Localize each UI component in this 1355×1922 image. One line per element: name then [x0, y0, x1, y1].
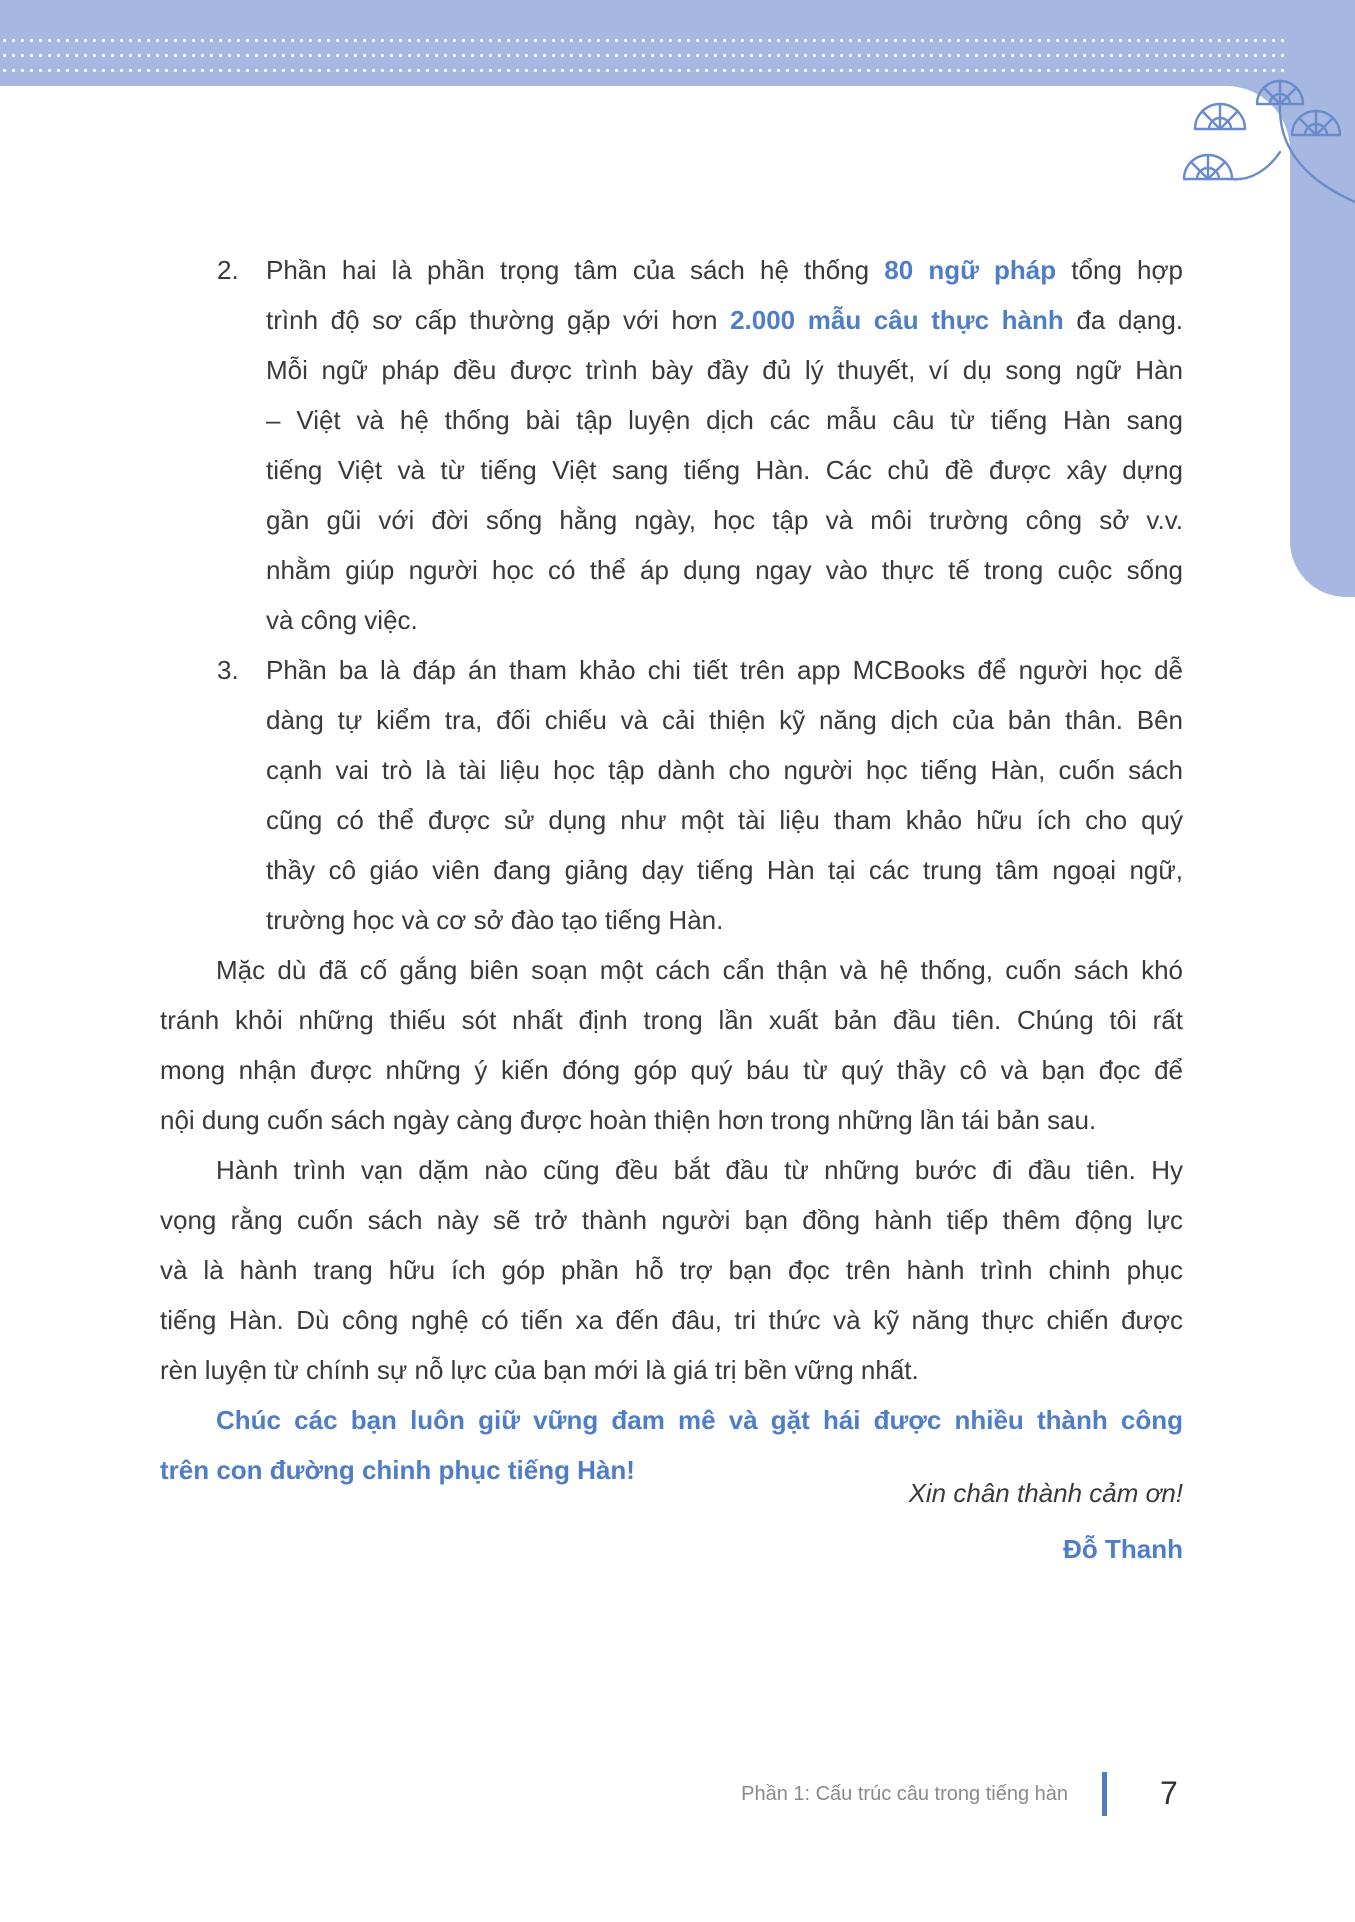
text-line: và là hành trang hữu ích góp phần hỗ trợ bạn đọc trên hành trình chinh phục [160, 1255, 1183, 1285]
page-number: 7 [1160, 1775, 1178, 1811]
list-number: 3. [217, 655, 239, 685]
highlight-text: 80 ngữ pháp [884, 255, 1057, 285]
text-line: tránh khỏi những thiếu sót nhất định trong lần xuất bản đầu tiên. Chúng tôi rất [160, 1005, 1183, 1035]
text-segment: trình độ sơ cấp thường gặp với hơn [266, 305, 718, 335]
text-segment: Phần hai là phần trọng tâm của sách hệ thống [266, 255, 870, 285]
text-line: nội dung cuốn sách ngày càng được hoàn thiện hơn trong những lần tái bản sau. [160, 1105, 1097, 1135]
text-line: cũng có thể được sử dụng như một tài liệu tham khảo hữu ích cho quý [266, 805, 1183, 835]
text-line [266, 295, 1183, 345]
list-item-3 [160, 645, 1183, 945]
text-line: Mỗi ngữ pháp đều được trình bày đầy đủ lý thuyết, ví dụ song ngữ Hàn [266, 355, 1183, 385]
text-line: thầy cô giáo viên đang giảng dạy tiếng Hàn tại các trung tâm ngoại ngữ, [266, 855, 1183, 885]
text-segment: đa dạng. [1076, 305, 1184, 335]
footer-section-title: Phần 1: Cấu trúc câu trong tiếng hàn [741, 1783, 1068, 1805]
text-line: cạnh vai trò là tài liệu học tập dành cho người học tiếng Hàn, cuốn sách [266, 755, 1183, 785]
highlight-text: 2.000 mẫu câu thực hành [730, 305, 1064, 335]
text-line: dàng tự kiểm tra, đối chiếu và cải thiện kỹ năng dịch của bản thân. Bên [266, 705, 1183, 735]
text-line: vọng rằng cuốn sách này sẽ trở thành người bạn đồng hành tiếp thêm động lực [160, 1205, 1183, 1235]
thanks-line: Xin chân thành cảm ơn! [908, 1478, 1183, 1508]
text-line: trường học và cơ sở đào tạo tiếng Hàn. [266, 905, 724, 935]
paragraph [160, 945, 1183, 1145]
text-line [266, 245, 1183, 295]
footer-divider [1102, 1772, 1107, 1816]
lotus-icon [1292, 111, 1340, 135]
list-number: 2. [217, 255, 239, 285]
text-line: tiếng Việt và từ tiếng Việt sang tiếng Hàn. Các chủ đề được xây dựng [266, 455, 1183, 485]
lotus-icon [1195, 104, 1245, 129]
dot-pattern [0, 33, 1340, 78]
author-name: Đỗ Thanh [1063, 1534, 1183, 1564]
text-line: và công việc. [266, 605, 418, 635]
text-line: Mặc dù đã cố gắng biên soạn một cách cẩn thận và hệ thống, cuốn sách khó [216, 955, 1183, 985]
stem-curve [1280, 104, 1355, 202]
lotus-icon [1184, 155, 1232, 179]
text-line: trên con đường chinh phục tiếng Hàn! [160, 1455, 635, 1485]
lotus-icon [1257, 81, 1303, 104]
text-line: gần gũi với đời sống hằng ngày, học tập và môi trường công sở v.v. [266, 505, 1183, 535]
text-line: Chúc các bạn luôn giữ vững đam mê và gặt hái được nhiều thành công [216, 1405, 1183, 1435]
list-item-body [266, 645, 1183, 945]
text-line: Hành trình vạn dặm nào cũng đều bắt đầu từ những bước đi đầu tiên. Hy [216, 1155, 1183, 1185]
text-line: Phần ba là đáp án tham khảo chi tiết trên app MCBooks để người học dễ [266, 655, 1183, 685]
text-line: nhằm giúp người học có thể áp dụng ngay vào thực tế trong cuộc sống [266, 555, 1183, 585]
text-line: mong nhận được những ý kiến đóng góp quý báu từ quý thầy cô và bạn đọc để [160, 1055, 1183, 1085]
lotus-decoration [1150, 60, 1355, 230]
list-item-2 [160, 245, 1183, 645]
text-line: – Việt và hệ thống bài tập luyện dịch các mẫu câu từ tiếng Hàn sang [266, 405, 1183, 435]
text-line: tiếng Hàn. Dù công nghệ có tiến xa đến đâu, tri thức và kỹ năng thực chiến được [160, 1305, 1183, 1335]
stem-curve [1232, 152, 1280, 179]
page-content [160, 245, 1183, 1574]
list-item-body [266, 245, 1183, 645]
text-segment: tổng hợp [1071, 255, 1184, 285]
paragraph [160, 1145, 1183, 1395]
text-line: rèn luyện từ chính sự nỗ lực của bạn mới là giá trị bền vững nhất. [160, 1355, 919, 1385]
